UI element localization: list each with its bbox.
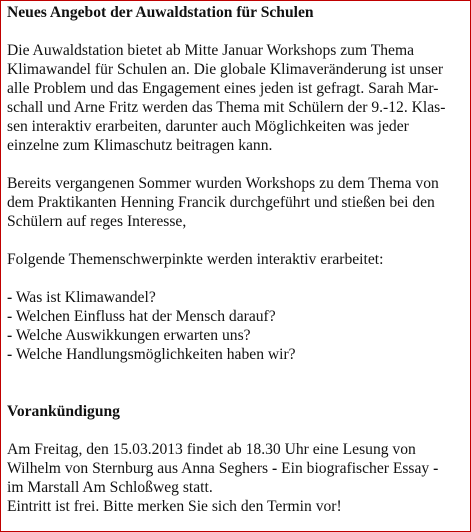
spacer	[7, 22, 467, 41]
focus-list	[7, 288, 467, 364]
intro-paragraph	[7, 41, 467, 155]
history-paragraph	[7, 174, 467, 231]
spacer	[7, 155, 467, 174]
announcement-heading: Vorankündigung	[7, 403, 120, 420]
list-item	[7, 307, 467, 326]
intro-line: Die Auwaldstation bietet ab Mitte Januar Workshops zum Thema	[7, 42, 414, 59]
spacer	[7, 383, 467, 402]
announcement-text: Ein biografischer Essay	[277, 460, 434, 477]
announcement-paragraph	[7, 440, 467, 516]
intro-line: schall und Arne Fritz werden das Thema mit Schülern der 9.-12. Klas-	[7, 99, 446, 116]
spacer	[7, 421, 467, 440]
announcement-dash: -	[272, 460, 278, 477]
list-item-text: Was ist Klimawandel?	[12, 289, 156, 306]
history-line: dem Praktikanten Henning Francik durchgeführt und stießen bei den	[7, 194, 435, 211]
list-item	[7, 326, 467, 345]
announcement-line: Eintritt ist frei. Bitte merken Sie sich den Termin vor!	[7, 498, 342, 515]
announcement-line: Am Freitag, den 15.03.2013 findet ab 18.30 Uhr eine Lesung von	[7, 441, 416, 458]
list-dash: -	[7, 346, 13, 363]
history-line: Bereits vergangenen Sommer wurden Workshops zu dem Thema von	[7, 175, 439, 192]
intro-line: alle Problem und das Engagement eines jeden ist gefragt. Sarah Mar-	[7, 80, 439, 97]
list-dash: -	[7, 308, 13, 325]
spacer	[7, 231, 467, 250]
document-body	[7, 3, 467, 516]
focus-intro: Folgende Themenschwerpinkte werden interaktiv erarbeitet:	[7, 251, 384, 268]
spacer	[7, 364, 467, 383]
list-item	[7, 345, 467, 364]
announcement-text: Wilhelm von Sternburg aus Anna Seghers	[7, 460, 273, 477]
list-item-text: Welche Auswikkungen erwarten uns?	[12, 327, 251, 344]
headline: Neues Angebot der Auwaldstation für Schulen	[7, 4, 314, 21]
history-line: Schülern auf reges Interesse,	[7, 213, 187, 230]
announcement-dash: -	[433, 460, 439, 477]
announcement-line: im Marstall Am Schloßweg statt.	[7, 479, 213, 496]
list-item-text: Welche Handlungsmöglichkeiten haben wir?	[12, 346, 296, 363]
spacer	[7, 269, 467, 288]
intro-line: einzelne zum Klimaschutz beitragen kann.	[7, 137, 273, 154]
list-dash: -	[7, 289, 13, 306]
intro-line: Klimawandel für Schulen an. Die globale Klimaveränderung ist unser	[7, 61, 444, 78]
list-dash: -	[7, 327, 13, 344]
intro-line: sen interaktiv erarbeiten, darunter auch Möglichkeiten was jeder	[7, 118, 409, 135]
list-item-text: Welchen Einfluss hat der Mensch darauf?	[12, 308, 276, 325]
list-item	[7, 288, 467, 307]
announcement-line	[7, 459, 467, 478]
